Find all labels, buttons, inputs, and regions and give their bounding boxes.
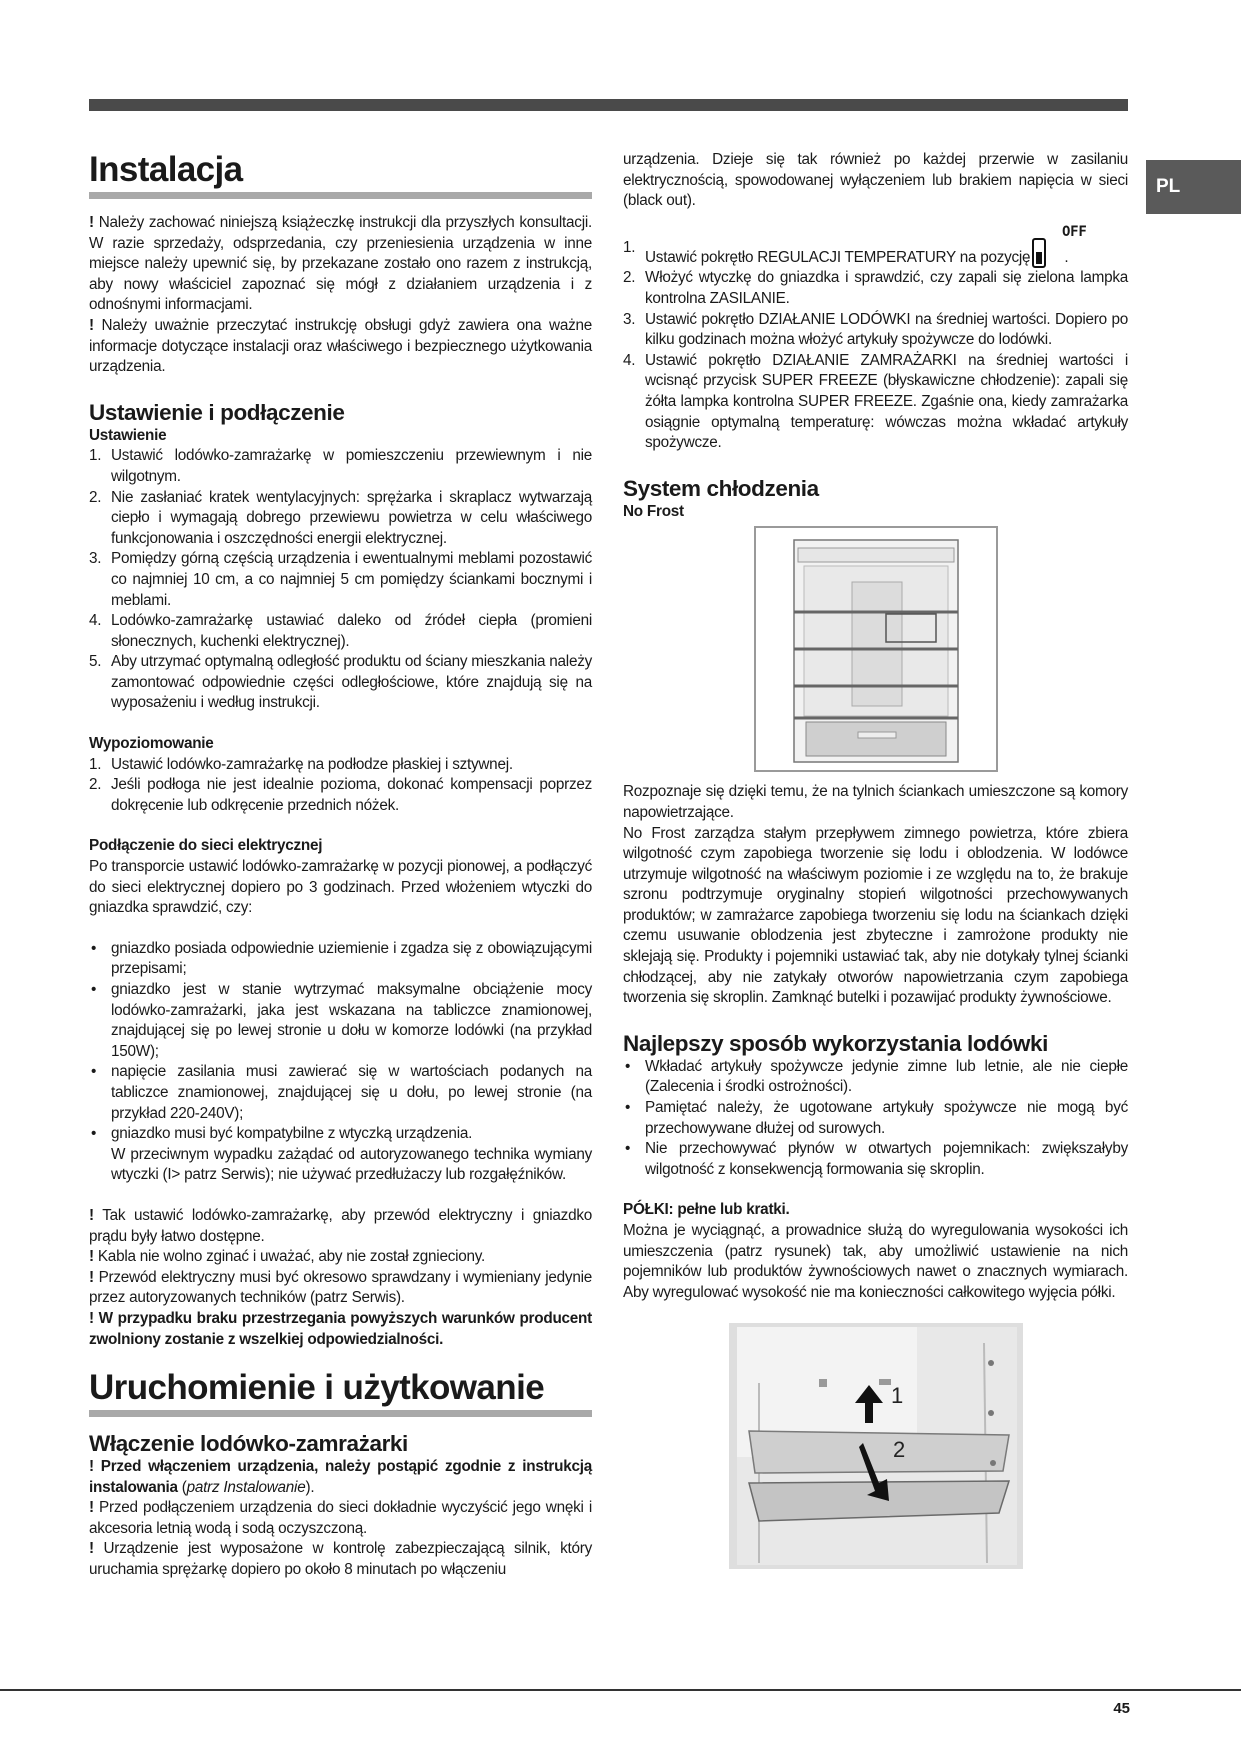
list-item: 2. Jeśli podłoga nie jest idealnie pozioma, dokonać kompensacji poprzez dokręcenie lub odkręcenie przednich nóżek.: [89, 776, 592, 814]
list-item: 3. Pomiędzy górną częścią urządzenia i ewentualnymi meblami pozostawić co najmniej 10 cm, a co najmniej 5 cm pomiędzy ściankami bocznymi i meblami.: [89, 550, 592, 609]
heading-placement: Ustawienie: [89, 426, 167, 444]
fridge-interior-image: [754, 526, 998, 772]
leveling-list: [89, 755, 592, 817]
heading-best-use: Najlepszy sposób wykorzystania lodówki: [623, 1030, 1048, 1056]
list-item: • gniazdko musi być kompatybilne z wtyczką urządzenia. W przeciwnym wypadku zażądać od autoryzowanego technika wymiany wtyczki (I> patrz Serwis); nie używać przedłużaczy lub rozgałęźników.: [89, 1124, 592, 1186]
heading-power-connection: Podłączenie do sieci elektrycznej: [89, 837, 323, 855]
startup-steps: [623, 238, 1128, 454]
section-title-startup: Uruchomienie i użytkowanie: [89, 1368, 592, 1417]
no-frost-paragraph-1: Rozpoznaje się dzięki temu, że na tylnich ściankach umieszczone są komory napowietrzające.: [623, 783, 1128, 821]
shelf-adjustment-illustration: [729, 1323, 1023, 1569]
fridge-interior-illustration: [754, 526, 998, 772]
continued-paragraph: urządzenia. Dzieje się tak również po każdej przerwie w zasilaniu elektrycznością, spowodowanej wyłączeniem lub brakiem napięcia w sieci (black out).: [623, 151, 1128, 210]
left-column: [89, 150, 592, 1581]
list-item: 1. Ustawić lodówko-zamrażarkę w pomieszczeniu przewiewnym i nie wilgotnym.: [89, 447, 592, 485]
list-item: 2. Nie zasłaniać kratek wentylacyjnych: sprężarka i skraplacz wytwarzają ciepło i wymagają dobrego przewiewu powietrza w celu właściwego funkcjonowania i oszczędności energii elektrycznej.: [89, 488, 592, 547]
off-position-icon: [1032, 238, 1046, 268]
warning-3: ! Przewód elektryczny musi być okresowo sprawdzany i wymieniany jedynie przez autoryzowanych techników (patrz Serwis).: [89, 1268, 592, 1307]
list-item: • gniazdko posiada odpowiednie uziemienie i zgadza się z obowiązującymi przepisami;: [89, 939, 592, 980]
heading-leveling: Wypoziomowanie: [89, 735, 214, 753]
section-title-installation: Instalacja: [89, 150, 592, 199]
placement-list: [89, 446, 592, 714]
step-1-label: 1: [890, 1383, 903, 1409]
step-2-label: 2: [892, 1437, 905, 1463]
list-item: 4. Ustawić pokrętło DZIAŁANIE ZAMRAŻARKI na średniej wartości i wcisnąć przycisk SUPER FREEZE (błyskawiczne chłodzenie): zapali się żółta lampka kontrolna SUPER FREEZE. Zgaśnie ona, kiedy zamrażarka osiągnie optymalną temperaturę: wówczas można wkładać artykuły spożywcze.: [623, 351, 1128, 452]
list-item: 2. Włożyć wtyczkę do gniazdka i sprawdzić, czy zapali się zielona lampka kontrolna ZASILANIE.: [623, 269, 1128, 307]
list-item: • Wkładać artykuły spożywcze jedynie zimne lub letnie, ale nie ciepłe (Zalecenia i środki ostrożności).: [623, 1057, 1128, 1098]
top-rule: [89, 99, 1128, 111]
intro-paragraph-2: ! Należy uważnie przeczytać instrukcję obsługi gdyż zawiera ona ważne informacje dotyczące instalacji oraz właściwego i bezpiecznego użytkowania urządzenia.: [89, 316, 592, 376]
off-label: OFF: [1062, 223, 1087, 240]
shelves-paragraph: Można je wyciągnąć, a prowadnice służą do wyregulowania wysokości ich umieszczenia (patrz rysunek) tak, aby umożliwić ustawienie na nich pojemników lub produktów żywnościowych nawet o znacznych wymiarach. Aby wyregulować wysokość nie ma konieczności całkowitego wyjęcia półki.: [623, 1222, 1128, 1301]
no-frost-paragraph-2: No Frost zarządza stałym przepływem zimnego powietrza, które zbiera wilgotność czym zapobiega tworzenie się lodu i oblodzenia. W lodówce utrzymuje wilgotność na właściwym poziomie i ze względu na to, że brakuje szronu podtrzymuje oryginalny stopień wilgotności przechowywanych produktów; w zamrażarce zapobiega tworzeniu się lodu na ściankach dzięki czemu usuwanie oblodzenia jest zbyteczne i zamrożone produkty nie sklejają się. Produkty i pojemniki ustawiać tak, aby nie dotykały tylnej ścianki chłodzącej, aby nie zatykały otworów napowietrzania czym zapobiega tworzenia się skroplin. Zamknąć butelki i pozawijać produkty żywnościowe.: [623, 824, 1128, 1007]
warning-2: ! Kabla nie wolno zginać i uważać, aby nie został zgnieciony.: [89, 1248, 486, 1266]
page-number: 45: [1113, 1700, 1130, 1717]
list-item: 1. Ustawić pokrętło REGULACJI TEMPERATURY na pozycję .: [623, 238, 1069, 266]
list-item: • Nie przechowywać płynów w otwartych pojemnikach: zwiększałyby wilgotność z konsekwencją formowania się skroplin.: [623, 1139, 1128, 1180]
switch-paragraph-2: ! Przed podłączeniem urządzenia do sieci dokładnie wyczyścić jego wnęki i akcesoria letnią wodą i sodą oczyszczoną.: [89, 1499, 592, 1537]
bottom-rule: [0, 1689, 1241, 1691]
heading-setup-connection: Ustawienie i podłączenie: [89, 399, 345, 425]
heading-cooling-system: System chłodzenia: [623, 475, 819, 501]
warning-1: ! Tak ustawić lodówko-zamrażarkę, aby przewód elektryczny i gniazdko prądu były łatwo dostępne.: [89, 1206, 592, 1245]
shelf-adjustment-image: [729, 1323, 1023, 1569]
heading-shelves: PÓŁKI: pełne lub kratki.: [623, 1201, 790, 1219]
list-item: • napięcie zasilania musi zawierać się w wartościach podanych na tabliczce znamionowej, znajdującej się u dołu, po lewej stronie (na przykład 220-240V);: [89, 1062, 592, 1124]
list-item: 4. Lodówko-zamrażarkę ustawiać daleko od źródeł ciepła (promieni słonecznych, kuchenki elektrycznej).: [89, 612, 592, 650]
right-column: [623, 150, 1128, 1569]
power-checklist: [89, 939, 592, 1186]
best-use-list: [623, 1057, 1128, 1181]
language-tab: PL: [1146, 160, 1241, 214]
list-item: 1. Ustawić lodówko-zamrażarkę na podłodze płaskiej i sztywnej.: [89, 755, 513, 773]
warning-4: ! W przypadku braku przestrzegania powyższych warunków producent zwolniony zostanie z wszelkiej odpowiedzialności.: [89, 1309, 592, 1348]
switch-paragraph-3: ! Urządzenie jest wyposażone w kontrolę zabezpieczającą silnik, który uruchamia sprężarkę dopiero po około 8 minutach po włączeniu: [89, 1540, 592, 1579]
switch-paragraph-1: ! Przed włączeniem urządzenia, należy postąpić zgodnie z instrukcją instalowania (patrz Instalowanie).: [89, 1458, 592, 1496]
list-item: • Pamiętać należy, że ugotowane artykuły spożywcze nie mogą być przechowywane dłużej od surowych.: [623, 1098, 1128, 1139]
list-item: 3. Ustawić pokrętło DZIAŁANIE LODÓWKI na średniej wartości. Dopiero po kilku godzinach można włożyć artykuły spożywcze do lodówki.: [623, 310, 1128, 349]
intro-paragraph-1: ! Należy zachować niniejszą książeczkę instrukcji dla przyszłych konsultacji. W razie sprzedaży, odsprzedania, czy przeniesienia urządzenia w inne miejsce należy upewnić się, by przekazane zostało ono razem z instrukcją, aby nowy właściciel zapoznać się mógł z działaniem urządzenia i z odnośnymi informacjami.: [89, 214, 592, 314]
power-paragraph: Po transporcie ustawić lodówko-zamrażarkę w pozycji pionowej, a podłączyć do sieci elektrycznej dopiero po 3 godzinach. Przed włożeniem wtyczki do gniazdka sprawdzić, czy:: [89, 858, 592, 917]
heading-switch-on: Włączenie lodówko-zamrażarki: [89, 1431, 408, 1457]
list-item: 5. Aby utrzymać optymalną odległość produktu od ściany mieszkania należy zamontować odpowiednie części odległościowe, które znajdują się na wyposażeniu i według instrukcji.: [89, 653, 592, 712]
list-item: • gniazdko jest w stanie wytrzymać maksymalne obciążenie mocy lodówko-zamrażarki, jaka jest wskazana na tabliczce znamionowej, znajdującej się po lewej stronie u dołu w komorze lodówki (na przykład 150W);: [89, 980, 592, 1062]
heading-no-frost: No Frost: [623, 502, 684, 520]
